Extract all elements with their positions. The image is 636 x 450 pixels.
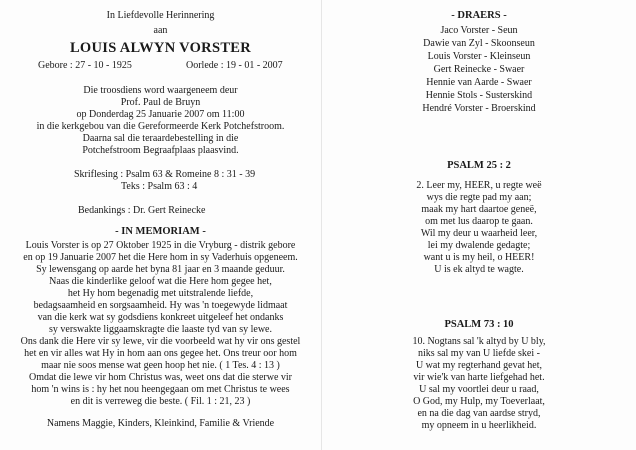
birth-date: Gebore : 27 - 10 - 1925 bbox=[38, 60, 132, 71]
psalm73-line: niks sal my van U liefde skei - bbox=[418, 348, 540, 359]
aan-text: aan bbox=[153, 25, 168, 36]
memoriam-line: en op 19 Januarie 2007 het die Here hom in sy Vaderhuis opgeneem. bbox=[23, 252, 298, 263]
intro-text: In Liefdevolle Herinnering bbox=[106, 10, 215, 21]
service-line: Potchefstroom Begraafplaas plaasvind. bbox=[82, 145, 239, 156]
psalm25-line: wys die regte pad my aan; bbox=[426, 192, 532, 203]
psalm73-line: U sal my voortlei deur u raad, bbox=[419, 384, 539, 395]
service-line: in die kerkgebou van die Gereformeerde Kerk Potchefstroom. bbox=[36, 121, 285, 132]
service-line: Daarna sal die teraardebestelling in die bbox=[82, 133, 239, 144]
psalm25-line: U is ek altyd te wagte. bbox=[434, 264, 524, 275]
thanks-line: Bedankings : Dr. Gert Reinecke bbox=[78, 205, 206, 216]
psalm25-line: want u is my heil, o HEER! bbox=[423, 252, 535, 263]
service-line: Die troosdiens word waargeneem deur bbox=[83, 85, 238, 96]
psalm25-line: maak my hart daartoe geneë, bbox=[421, 204, 537, 215]
psalm25-line: 2. Leer my, HEER, u regte weë bbox=[416, 180, 542, 191]
death-date: Oorlede : 19 - 01 - 2007 bbox=[186, 60, 283, 71]
memoriam-line: Sy lewensgang op aarde het byna 81 jaar en 3 maande geduur. bbox=[36, 264, 285, 275]
memoriam-line: Ons dank die Here vir sy lewe, vir die voorbeeld wat hy vir ons gestel bbox=[20, 336, 301, 347]
psalm73-line: my opneem in u heerlikheid. bbox=[421, 420, 537, 431]
service-line: Prof. Paul de Bruyn bbox=[120, 97, 201, 108]
service-line: op Donderdag 25 Januarie 2007 om 11:00 bbox=[76, 109, 245, 120]
psalm73-line: 10. Nogtans sal 'k altyd by U bly, bbox=[412, 336, 546, 347]
psalm25-heading: PSALM 25 : 2 bbox=[447, 160, 511, 171]
bearer-item: Jaco Vorster - Seun bbox=[440, 25, 518, 36]
memoriam-line: Omdat die lewe vir hom Christus was, weet ons dat die sterwe vir bbox=[29, 372, 292, 383]
memoriam-line: bedagsaamheid en sorgsaamheid. Hy was 'n toegewyde lidmaat bbox=[33, 300, 288, 311]
bearer-item: Gert Reinecke - Swaer bbox=[433, 64, 525, 75]
deceased-name: LOUIS ALWYN VORSTER bbox=[69, 40, 252, 56]
memoriam-line: het en vir alles wat Hy in hom aan ons gegee het. Ons treur oor hom bbox=[24, 348, 297, 359]
memoriam-heading: - IN MEMORIAM - bbox=[115, 226, 206, 237]
psalm25-line: om met lus daarop te gaan. bbox=[425, 216, 533, 227]
psalm73-heading: PSALM 73 : 10 bbox=[444, 319, 514, 330]
psalm73-line: en na die dag van aardse stryd, bbox=[417, 408, 541, 419]
memoriam-line: Naas die kinderlike geloof wat die Here hom gegee het, bbox=[49, 276, 272, 287]
psalm25-line: lei my dwalende gedagte; bbox=[427, 240, 531, 251]
psalm73-line: vir wie'k van harte liefgehad het. bbox=[413, 372, 545, 383]
memoriam-line: maar nie soos mense wat geen hoop het nie. ( 1 Tes. 4 : 13 ) bbox=[41, 360, 280, 371]
bearers-heading: - DRAERS - bbox=[451, 10, 507, 21]
scripture-reading: Skriflesing : Psalm 63 & Romeine 8 : 31 - 39 bbox=[74, 169, 256, 180]
right-panel bbox=[322, 0, 636, 450]
sermon-text: Teks : Psalm 63 : 4 bbox=[121, 181, 198, 192]
bearer-item: Louis Vorster - Kleinseun bbox=[427, 51, 531, 62]
psalm73-line: O God, my Hulp, my Toeverlaat, bbox=[413, 396, 545, 407]
memoriam-line: en dit is verreweg die beste. ( Fil. 1 : 21, 23 ) bbox=[70, 396, 251, 407]
family-line: Namens Maggie, Kinders, Kleinkind, Familie & Vriende bbox=[46, 418, 275, 429]
bearer-item: Hendré Vorster - Broerskind bbox=[422, 103, 536, 114]
bearer-item: Hennie Stols - Susterskind bbox=[425, 90, 533, 101]
memoriam-line: van die kerk wat sy godsdiens konkreet uitgeleef het ondanks bbox=[37, 312, 284, 323]
bearer-item: Hennie van Aarde - Swaer bbox=[426, 77, 532, 88]
psalm73-line: U wat my regterhand gevat het, bbox=[415, 360, 543, 371]
bearer-item: Dawie van Zyl - Skoonseun bbox=[423, 38, 535, 49]
memoriam-line: Louis Vorster is op 27 Oktober 1925 in die Vryburg - distrik gebore bbox=[25, 240, 296, 251]
memoriam-line: het Hy hom begenadig met uitstralende liefde, bbox=[67, 288, 254, 299]
memoriam-line: sy verswakte liggaamskragte die laaste tyd van sy lewe. bbox=[49, 324, 272, 335]
memoriam-line: hom 'n wins is : hy het nou heengegaan om met Christus te wees bbox=[31, 384, 290, 395]
psalm25-line: Wil my deur u waarheid leer, bbox=[420, 228, 538, 239]
